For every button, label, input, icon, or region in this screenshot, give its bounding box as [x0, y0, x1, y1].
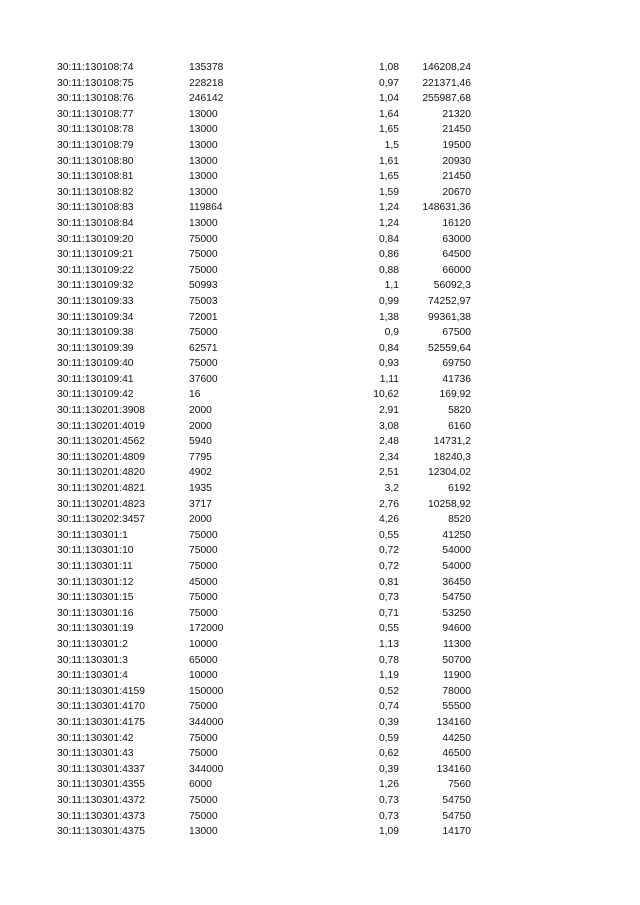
amount-cell: 56092,3	[433, 280, 471, 292]
area-cell: 75000	[189, 264, 218, 276]
rate-cell: 0,59	[378, 732, 399, 744]
table-row	[0, 107, 640, 123]
area-cell: 45000	[189, 576, 218, 588]
cadastral-number-cell: 30:11:130301:4170	[57, 701, 145, 713]
amount-cell: 55500	[442, 701, 471, 713]
table-row	[0, 684, 640, 700]
cadastral-number-cell: 30:11:130301:15	[57, 592, 134, 604]
area-cell: 75000	[189, 561, 218, 572]
amount-cell: 52559,64	[428, 342, 471, 354]
area-cell: 13000	[189, 826, 218, 838]
amount-cell: 41250	[442, 529, 471, 541]
amount-cell: 54000	[442, 545, 471, 557]
area-cell: 75000	[189, 748, 218, 760]
cadastral-number-cell: 30:11:130201:3908	[57, 405, 145, 417]
rate-cell: 0,72	[378, 561, 399, 572]
table-row	[0, 232, 640, 248]
rate-cell: 1,08	[378, 62, 399, 73]
amount-cell: 53250	[442, 607, 471, 619]
rate-cell: 0,86	[378, 249, 399, 261]
cadastral-number-cell: 30:11:130108:82	[57, 186, 134, 198]
rate-cell: 0,39	[378, 716, 399, 728]
table-row	[0, 200, 640, 216]
table-row	[0, 715, 640, 731]
rate-cell: 1,24	[378, 202, 399, 214]
area-cell: 75000	[189, 701, 218, 713]
table-row	[0, 777, 640, 793]
cadastral-number-cell: 30:11:130301:4355	[57, 779, 145, 791]
cadastral-number-cell: 30:11:130108:78	[57, 124, 134, 136]
cadastral-number-cell: 30:11:130109:40	[57, 358, 134, 370]
area-cell: 75000	[189, 810, 218, 822]
area-cell: 75000	[189, 233, 218, 245]
table-row	[0, 481, 640, 497]
amount-cell: 36450	[442, 576, 471, 588]
table-row	[0, 762, 640, 778]
table-row	[0, 559, 640, 575]
cadastral-number-cell: 30:11:130108:79	[57, 139, 134, 151]
amount-cell: 21320	[442, 108, 471, 120]
table-row	[0, 372, 640, 388]
data-sheet	[0, 60, 640, 840]
rate-cell: 0,97	[378, 77, 399, 89]
amount-cell: 146208,24	[422, 62, 471, 73]
area-cell: 10000	[189, 638, 218, 650]
area-cell: 75000	[189, 592, 218, 604]
cadastral-number-cell: 30:11:130109:33	[57, 295, 134, 307]
area-cell: 75000	[189, 732, 218, 744]
rate-cell: 1,13	[378, 638, 399, 650]
rate-cell: 0,81	[378, 576, 399, 588]
table-row	[0, 138, 640, 154]
rate-cell: 0,71	[378, 607, 399, 619]
table-row	[0, 325, 640, 341]
table-row	[0, 668, 640, 684]
amount-cell: 63000	[442, 233, 471, 245]
rate-cell: 1,1	[384, 280, 399, 292]
cadastral-number-cell: 30:11:130201:4820	[57, 467, 145, 479]
area-cell: 75000	[189, 529, 218, 541]
area-cell: 135378	[189, 62, 224, 73]
area-cell: 5940	[189, 436, 212, 448]
amount-cell: 148631,36	[422, 202, 471, 214]
amount-cell: 20930	[442, 155, 471, 167]
area-cell: 75000	[189, 358, 218, 370]
cadastral-number-cell: 30:11:130109:21	[57, 249, 134, 261]
cadastral-number-cell: 30:11:130108:74	[57, 62, 134, 73]
rate-cell: 2,48	[378, 436, 399, 448]
cadastral-number-cell: 30:11:130108:80	[57, 155, 134, 167]
amount-cell: 99361,38	[428, 311, 471, 323]
table-row	[0, 606, 640, 622]
amount-cell: 64500	[442, 249, 471, 261]
area-cell: 1935	[189, 483, 212, 495]
cadastral-number-cell: 30:11:130301:16	[57, 607, 134, 619]
area-cell: 37600	[189, 373, 218, 385]
area-cell: 344000	[189, 763, 224, 775]
area-cell: 75003	[189, 295, 218, 307]
table-row	[0, 154, 640, 170]
table-row	[0, 294, 640, 310]
rate-cell: 1,65	[378, 171, 399, 183]
table-row	[0, 419, 640, 435]
area-cell: 75000	[189, 794, 218, 806]
table-row	[0, 278, 640, 294]
amount-cell: 12304,02	[428, 467, 471, 479]
area-cell: 4902	[189, 467, 212, 479]
rate-cell: 1,59	[378, 186, 399, 198]
area-cell: 7795	[189, 451, 212, 463]
rate-cell: 0,62	[378, 748, 399, 760]
cadastral-number-cell: 30:11:130301:10	[57, 545, 134, 557]
cadastral-number-cell: 30:11:130108:83	[57, 202, 134, 214]
cadastral-number-cell: 30:11:130108:75	[57, 77, 134, 89]
cadastral-number-cell: 30:11:130108:77	[57, 108, 134, 120]
rate-cell: 0,74	[378, 701, 399, 713]
table-row	[0, 76, 640, 92]
amount-cell: 21450	[442, 171, 471, 183]
cadastral-number-cell: 30:11:130301:4175	[57, 716, 145, 728]
rate-cell: 0,9	[384, 327, 399, 339]
cadastral-number-cell: 30:11:130202:3457	[57, 514, 145, 526]
amount-cell: 255987,68	[422, 93, 471, 105]
cadastral-number-cell: 30:11:130301:2	[57, 638, 128, 650]
amount-cell: 20670	[442, 186, 471, 198]
rate-cell: 0,55	[378, 529, 399, 541]
area-cell: 2000	[189, 405, 212, 417]
table-row	[0, 465, 640, 481]
cadastral-number-cell: 30:11:130201:4019	[57, 420, 145, 432]
rate-cell: 2,91	[378, 405, 399, 417]
amount-cell: 54000	[442, 561, 471, 572]
cadastral-number-cell: 30:11:130201:4562	[57, 436, 145, 448]
cadastral-number-cell: 30:11:130108:76	[57, 93, 134, 105]
cadastral-number-cell: 30:11:130108:81	[57, 171, 134, 183]
table-row	[0, 512, 640, 528]
amount-cell: 11300	[443, 638, 471, 650]
cadastral-number-cell: 30:11:130301:4337	[57, 763, 145, 775]
rate-cell: 0,88	[378, 264, 399, 276]
cadastral-number-cell: 30:11:130109:34	[57, 311, 134, 323]
rate-cell: 2,34	[378, 451, 399, 463]
amount-cell: 78000	[442, 685, 471, 697]
area-cell: 150000	[189, 685, 224, 697]
rate-cell: 0,78	[378, 654, 399, 666]
table-row	[0, 528, 640, 544]
rate-cell: 0,73	[378, 794, 399, 806]
table-row	[0, 621, 640, 637]
amount-cell: 54750	[442, 794, 471, 806]
area-cell: 65000	[189, 654, 218, 666]
amount-cell: 7560	[448, 779, 471, 791]
amount-cell: 221371,46	[422, 77, 471, 89]
amount-cell: 46500	[442, 748, 471, 760]
amount-cell: 50700	[442, 654, 471, 666]
area-cell: 3717	[189, 498, 212, 510]
table-row	[0, 341, 640, 357]
amount-cell: 16120	[442, 217, 471, 229]
amount-cell: 67500	[442, 327, 471, 339]
table-row	[0, 824, 640, 840]
cadastral-number-cell: 30:11:130109:20	[57, 233, 134, 245]
cadastral-number-cell: 30:11:130109:22	[57, 264, 134, 276]
table-row	[0, 746, 640, 762]
rate-cell: 1,61	[378, 155, 399, 167]
area-cell: 246142	[189, 93, 224, 105]
area-cell: 228218	[189, 77, 224, 89]
area-cell: 13000	[189, 171, 218, 183]
area-cell: 10000	[189, 670, 218, 682]
rate-cell: 3,2	[384, 483, 399, 495]
amount-cell: 14170	[442, 826, 471, 838]
rate-cell: 1,11	[379, 373, 399, 385]
area-cell: 13000	[189, 108, 218, 120]
area-cell: 2000	[189, 420, 212, 432]
cadastral-number-cell: 30:11:130109:39	[57, 342, 134, 354]
table-row	[0, 263, 640, 279]
amount-cell: 5820	[448, 405, 471, 417]
cadastral-number-cell: 30:11:130301:4159	[57, 685, 145, 697]
table-row	[0, 809, 640, 825]
cadastral-number-cell: 30:11:130301:4375	[57, 826, 145, 838]
table-row	[0, 356, 640, 372]
area-cell: 172000	[189, 623, 224, 635]
area-cell: 72001	[189, 311, 218, 323]
table-row	[0, 497, 640, 513]
table-row	[0, 543, 640, 559]
rate-cell: 1,38	[378, 311, 399, 323]
area-cell: 344000	[189, 716, 224, 728]
area-cell: 75000	[189, 545, 218, 557]
table-row	[0, 590, 640, 606]
rate-cell: 1,19	[378, 670, 399, 682]
amount-cell: 6192	[448, 483, 471, 495]
rate-cell: 1,65	[378, 124, 399, 136]
area-cell: 13000	[189, 139, 218, 151]
table-row	[0, 731, 640, 747]
rate-cell: 1,64	[378, 108, 399, 120]
amount-cell: 54750	[442, 810, 471, 822]
rate-cell: 0,39	[378, 763, 399, 775]
cadastral-number-cell: 30:11:130301:1	[57, 529, 128, 541]
area-cell: 75000	[189, 249, 218, 261]
rate-cell: 2,76	[378, 498, 399, 510]
amount-cell: 66000	[442, 264, 471, 276]
area-cell: 50993	[189, 280, 218, 292]
rate-cell: 1,04	[378, 93, 399, 105]
table-row	[0, 793, 640, 809]
rate-cell: 1,09	[378, 826, 399, 838]
amount-cell: 54750	[442, 592, 471, 604]
cadastral-number-cell: 30:11:130301:19	[57, 623, 134, 635]
rate-cell: 0,93	[378, 358, 399, 370]
table-row	[0, 699, 640, 715]
rate-cell: 10,62	[373, 389, 399, 401]
area-cell: 13000	[189, 124, 218, 136]
cadastral-number-cell: 30:11:130201:4809	[57, 451, 145, 463]
cadastral-number-cell: 30:11:130201:4821	[57, 483, 145, 495]
rate-cell: 0,72	[378, 545, 399, 557]
area-cell: 119864	[189, 202, 223, 214]
cadastral-number-cell: 30:11:130301:3	[57, 654, 128, 666]
amount-cell: 19500	[442, 139, 471, 151]
amount-cell: 10258,92	[428, 498, 471, 510]
table-row	[0, 122, 640, 138]
amount-cell: 6160	[448, 420, 471, 432]
amount-cell: 41736	[442, 373, 471, 385]
cadastral-number-cell: 30:11:130301:4	[57, 670, 128, 682]
rate-cell: 1,24	[378, 217, 399, 229]
cadastral-number-cell: 30:11:130201:4823	[57, 498, 145, 510]
table-row	[0, 450, 640, 466]
table-row	[0, 653, 640, 669]
amount-cell: 74252,97	[428, 295, 471, 307]
rate-cell: 2,51	[378, 467, 399, 479]
table-row	[0, 403, 640, 419]
rate-cell: 1,5	[384, 139, 399, 151]
rate-cell: 0,84	[378, 233, 399, 245]
table-row	[0, 247, 640, 263]
amount-cell: 14731,2	[433, 436, 471, 448]
table-row	[0, 434, 640, 450]
rate-cell: 4,26	[378, 514, 399, 526]
cadastral-number-cell: 30:11:130109:38	[57, 327, 134, 339]
table-row	[0, 637, 640, 653]
table-row	[0, 91, 640, 107]
area-cell: 16	[189, 389, 201, 401]
rate-cell: 0,55	[378, 623, 399, 635]
area-cell: 75000	[189, 327, 218, 339]
table-row	[0, 185, 640, 201]
amount-cell: 94600	[442, 623, 471, 635]
rate-cell: 0,84	[378, 342, 399, 354]
area-cell: 75000	[189, 607, 218, 619]
amount-cell: 18240,3	[433, 451, 471, 463]
table-row	[0, 310, 640, 326]
table-row	[0, 169, 640, 185]
rate-cell: 1,26	[378, 779, 399, 791]
amount-cell: 11900	[443, 670, 471, 682]
rate-cell: 0,52	[378, 685, 399, 697]
amount-cell: 134160	[436, 763, 471, 775]
amount-cell: 134160	[436, 716, 471, 728]
cadastral-number-cell: 30:11:130301:4372	[57, 794, 145, 806]
table-row	[0, 216, 640, 232]
amount-cell: 169,92	[439, 389, 471, 401]
rate-cell: 0,73	[378, 592, 399, 604]
cadastral-number-cell: 30:11:130108:84	[57, 217, 134, 229]
amount-cell: 69750	[442, 358, 471, 370]
amount-cell: 21450	[442, 124, 471, 136]
area-cell: 62571	[189, 342, 218, 354]
cadastral-number-cell: 30:11:130301:42	[57, 732, 134, 744]
area-cell: 6000	[189, 779, 212, 791]
table-row	[0, 387, 640, 403]
rate-cell: 0,73	[378, 810, 399, 822]
cadastral-number-cell: 30:11:130301:12	[57, 576, 134, 588]
amount-cell: 44250	[442, 732, 471, 744]
cadastral-number-cell: 30:11:130109:41	[57, 373, 134, 385]
table-row	[0, 60, 640, 76]
cadastral-number-cell: 30:11:130301:4373	[57, 810, 145, 822]
cadastral-number-cell: 30:11:130301:43	[57, 748, 134, 760]
cadastral-number-cell: 30:11:130109:32	[57, 280, 134, 292]
area-cell: 13000	[189, 155, 218, 167]
amount-cell: 8520	[448, 514, 471, 526]
area-cell: 13000	[189, 186, 218, 198]
area-cell: 2000	[189, 514, 212, 526]
rate-cell: 3,08	[378, 420, 399, 432]
rate-cell: 0,99	[378, 295, 399, 307]
table-row	[0, 575, 640, 591]
cadastral-number-cell: 30:11:130301:11	[57, 561, 133, 572]
cadastral-number-cell: 30:11:130109:42	[57, 389, 134, 401]
area-cell: 13000	[189, 217, 218, 229]
